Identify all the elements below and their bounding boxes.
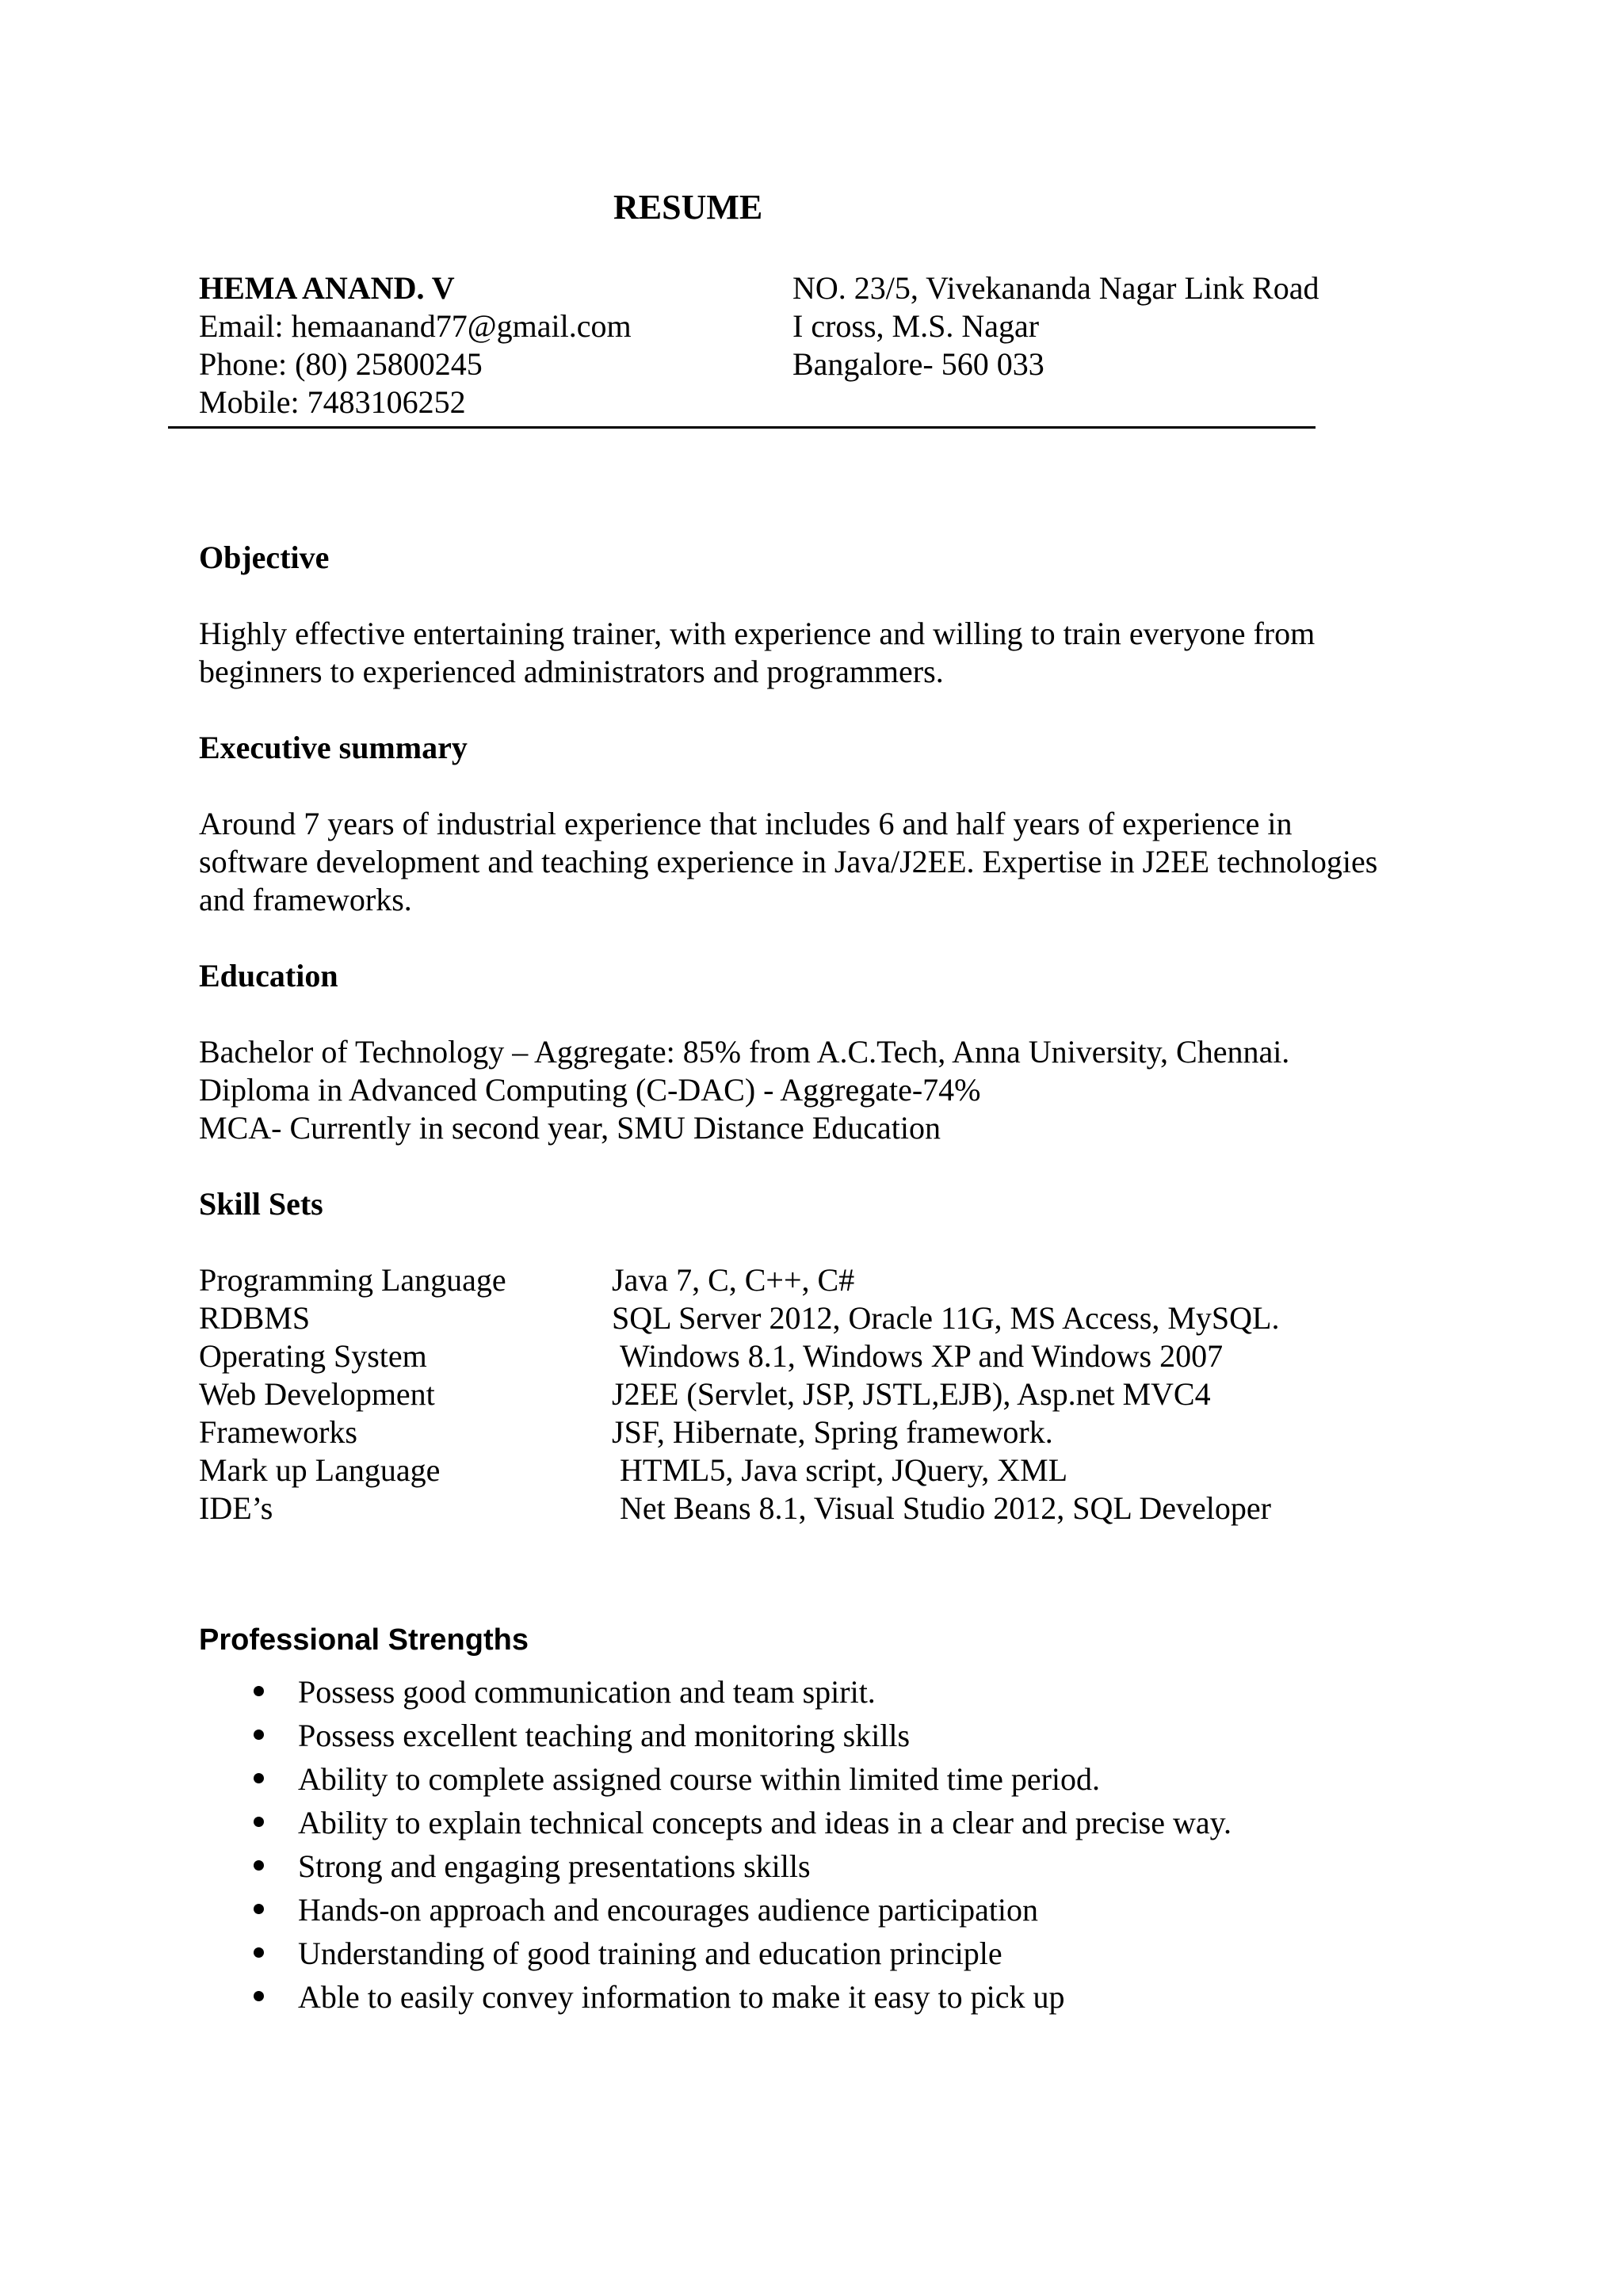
strength-item: Hands-on approach and encourages audience participation [298, 1892, 1039, 1928]
candidate-name: HEMA ANAND. V [199, 270, 455, 306]
email-line: Email: hemaanand77@gmail.com [199, 308, 632, 344]
bullet-icon [254, 1686, 264, 1696]
skill-label: Mark up Language [199, 1452, 441, 1488]
education-line: Bachelor of Technology – Aggregate: 85% from A.C.Tech, Anna University, Chennai. [199, 1034, 1290, 1070]
strength-item: Ability to explain technical concepts and ideas in a clear and precise way. [298, 1805, 1232, 1840]
skill-value: HTML5, Java script, JQuery, XML [620, 1452, 1068, 1488]
skill-label: RDBMS [199, 1300, 311, 1336]
bullet-icon [254, 1947, 264, 1958]
summary-line: software development and teaching experience in Java/J2EE. Expertise in J2EE technologies [199, 844, 1378, 879]
skill-value: J2EE (Servlet, JSP, JSTL,EJB), Asp.net MVC4 [612, 1376, 1211, 1412]
strength-item: Able to easily convey information to make it easy to pick up [298, 1979, 1065, 2015]
education-line: Diploma in Advanced Computing (C-DAC) - Aggregate-74% [199, 1072, 981, 1108]
objective-line: beginners to experienced administrators and programmers. [199, 654, 944, 689]
skill-value: SQL Server 2012, Oracle 11G, MS Access, MySQL. [612, 1300, 1280, 1336]
bullet-icon [254, 1904, 264, 1914]
bullet-icon [254, 1773, 264, 1783]
header-divider [168, 426, 1316, 429]
strength-item: Understanding of good training and education principle [298, 1936, 1002, 1971]
education-heading: Education [199, 958, 338, 994]
objective-line: Highly effective entertaining trainer, with experience and willing to train everyone from [199, 616, 1316, 651]
summary-line: and frameworks. [199, 882, 412, 917]
strength-item: Possess excellent teaching and monitoring skills [298, 1718, 911, 1753]
skill-value: Windows 8.1, Windows XP and Windows 2007 [620, 1338, 1224, 1374]
education-line: MCA- Currently in second year, SMU Distance Education [199, 1110, 941, 1146]
phone-line: Phone: (80) 25800245 [199, 346, 483, 382]
skill-value: Java 7, C, C++, C# [612, 1262, 855, 1298]
skill-label: Frameworks [199, 1414, 357, 1450]
bullet-icon [254, 1817, 264, 1827]
bullet-icon [254, 1860, 264, 1871]
bullet-icon [254, 1991, 264, 2001]
summary-line: Around 7 years of industrial experience that includes 6 and half years of experience in [199, 806, 1293, 841]
skill-label: Web Development [199, 1376, 435, 1412]
strength-item: Possess good communication and team spirit. [298, 1674, 876, 1710]
skills-heading: Skill Sets [199, 1186, 323, 1222]
skill-label: Operating System [199, 1338, 427, 1374]
skill-value: Net Beans 8.1, Visual Studio 2012, SQL Developer [620, 1490, 1271, 1526]
page-title: RESUME [613, 188, 763, 227]
skill-label: IDE’s [199, 1490, 273, 1526]
address-line: Bangalore- 560 033 [792, 346, 1044, 382]
strength-item: Strong and engaging presentations skills [298, 1848, 811, 1884]
skill-value: JSF, Hibernate, Spring framework. [612, 1414, 1053, 1450]
skill-label: Programming Language [199, 1262, 506, 1298]
bullet-icon [254, 1730, 264, 1740]
summary-heading: Executive summary [199, 730, 468, 765]
strengths-heading: Professional Strengths [199, 1623, 529, 1657]
address-line: NO. 23/5, Vivekananda Nagar Link Road [792, 270, 1319, 306]
objective-heading: Objective [199, 540, 330, 575]
address-line: I cross, M.S. Nagar [792, 308, 1040, 344]
strength-item: Ability to complete assigned course within limited time period. [298, 1761, 1101, 1797]
mobile-line: Mobile: 7483106252 [199, 384, 466, 420]
